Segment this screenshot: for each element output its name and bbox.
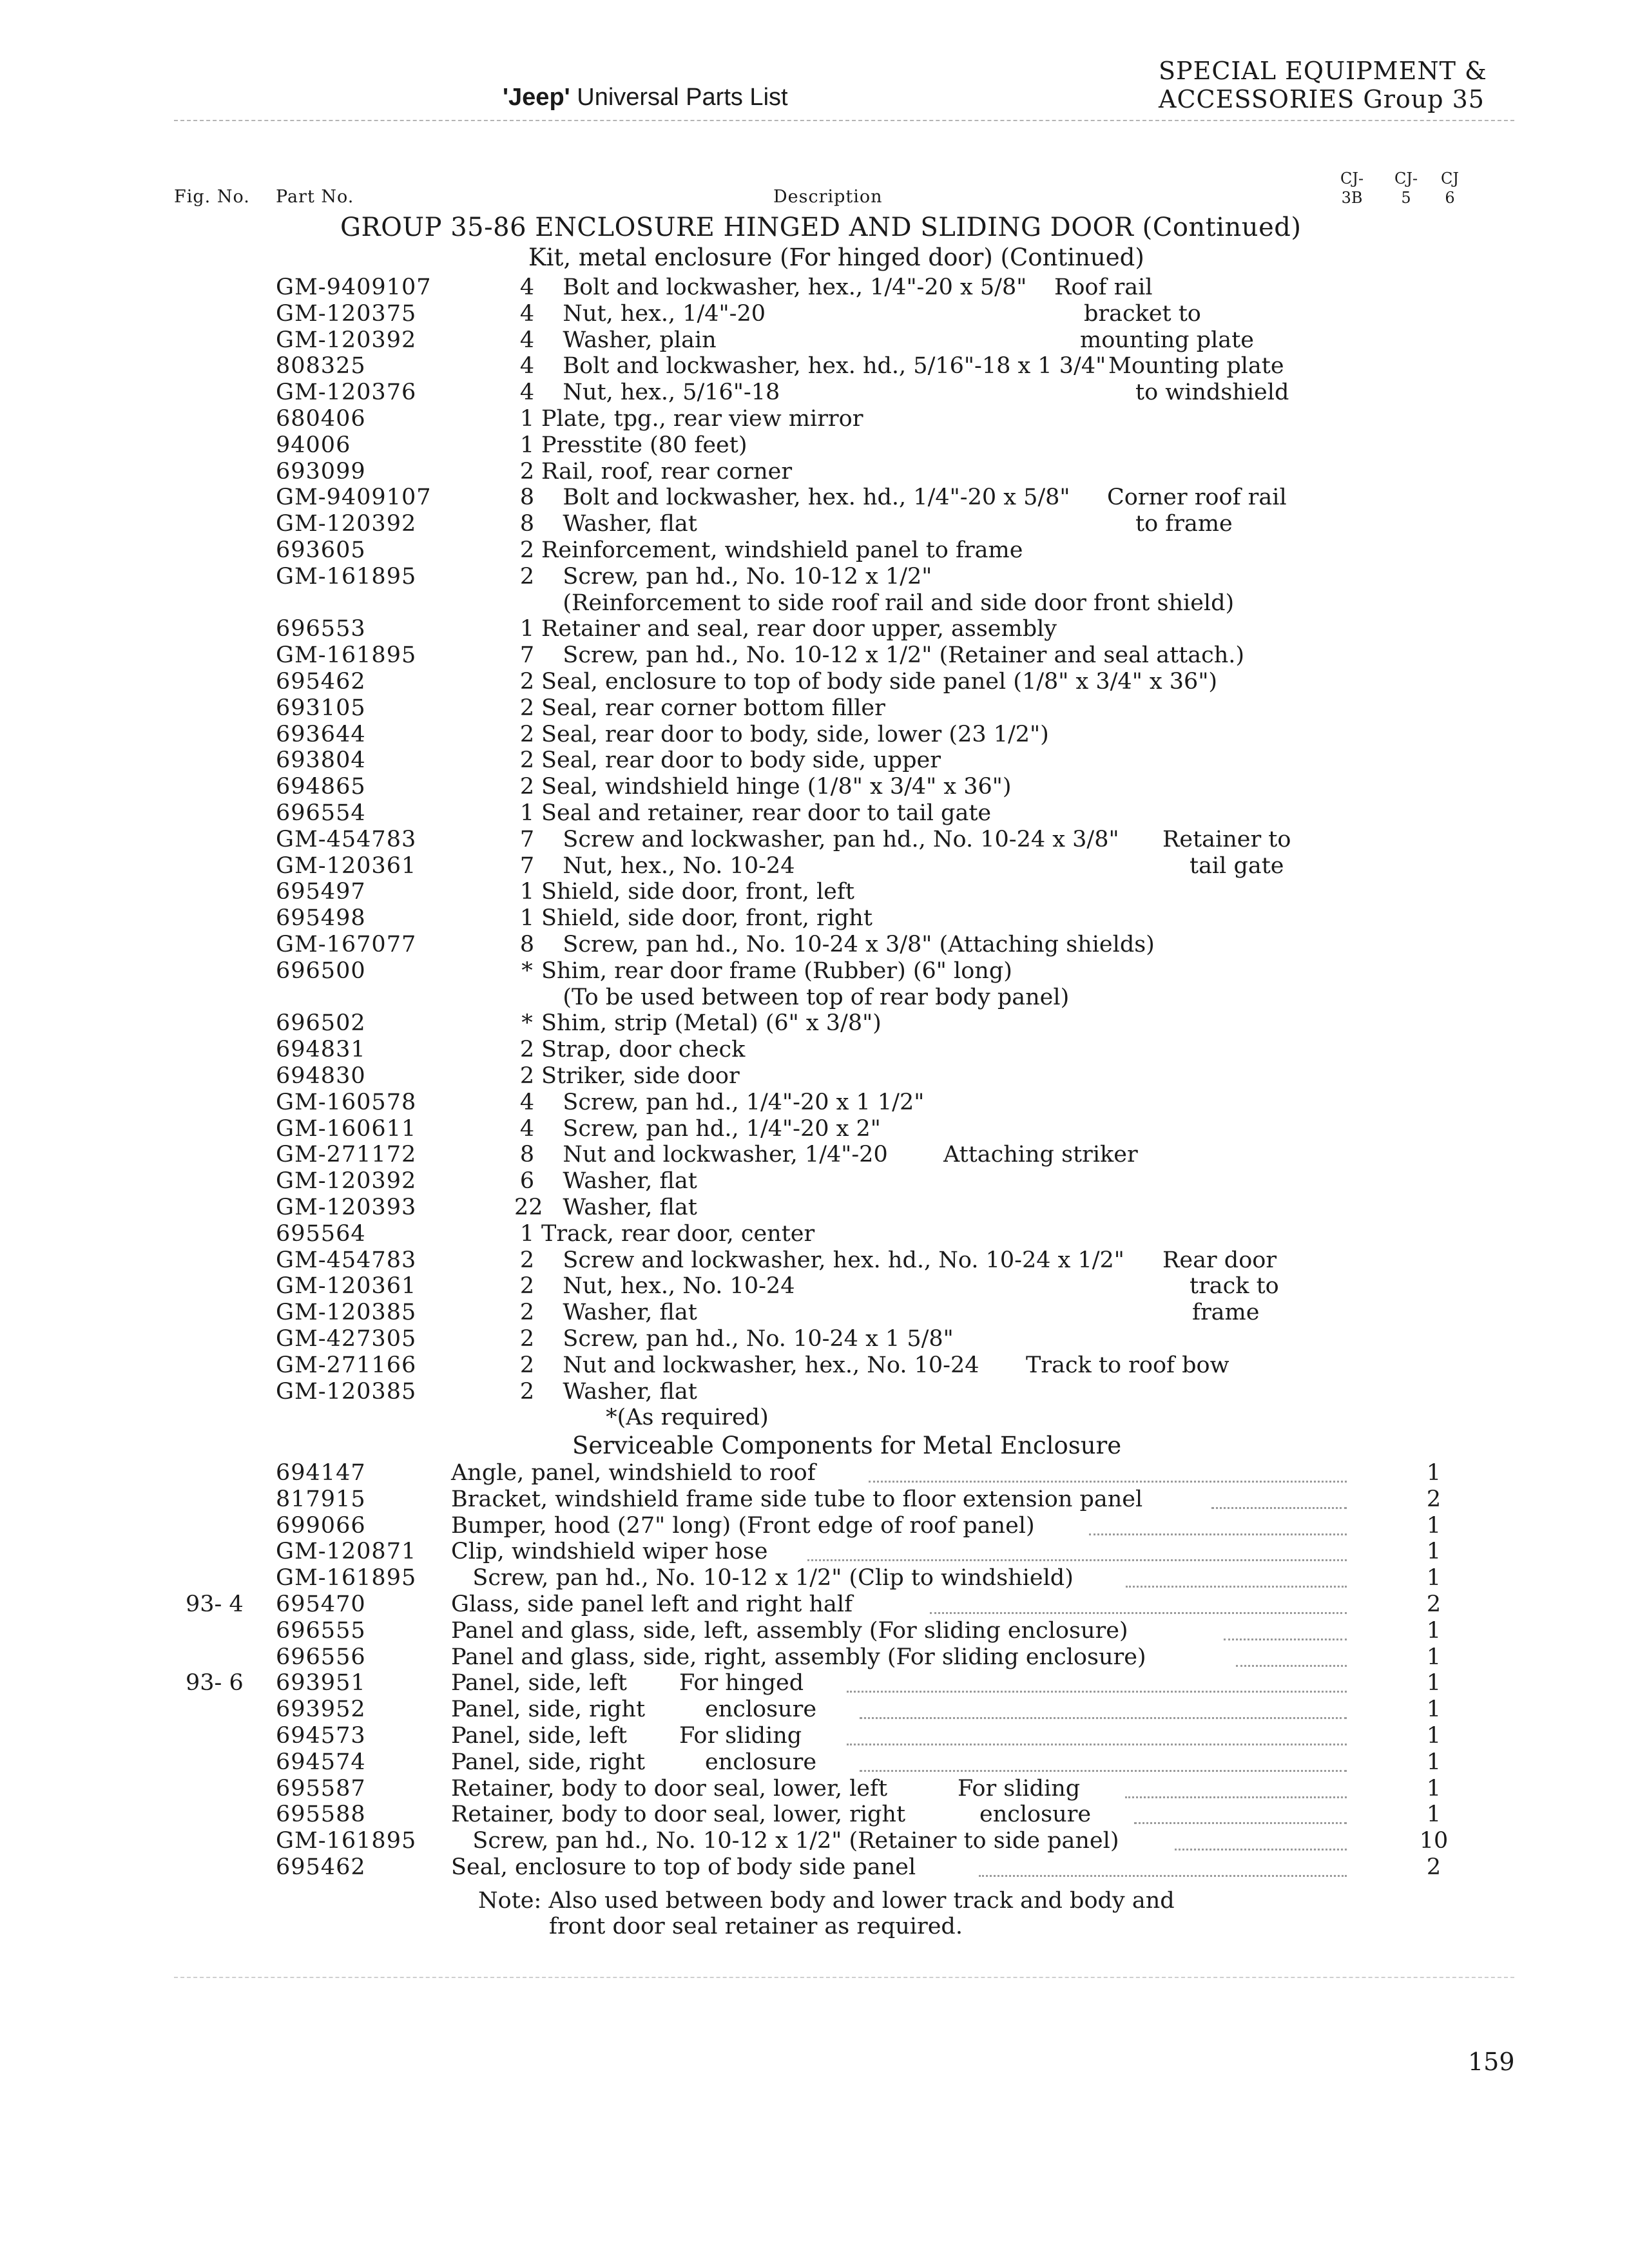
quantity: 2 — [1426, 1854, 1441, 1880]
leader-dots — [847, 1741, 1347, 1745]
description: Shim, strip (Metal) (6" x 3/8") — [541, 1010, 882, 1037]
part-number: GM-120385 — [276, 1300, 417, 1326]
note-line-2: front door seal retainer as required. — [549, 1914, 963, 1939]
part-number: 696553 — [276, 616, 366, 642]
part-number: 696502 — [276, 1010, 366, 1037]
part-number: 808325 — [276, 353, 366, 380]
leader-dots — [1089, 1531, 1347, 1535]
kit-title: Kit, metal enclosure (For hinged door) (Continued) — [528, 244, 1144, 271]
quantity: 1 — [1426, 1565, 1441, 1591]
quantity: 2 — [519, 1063, 535, 1089]
description: Striker, side door — [541, 1063, 740, 1089]
description: Bracket, windshield frame side tube to floor extension panel — [451, 1486, 1143, 1512]
part-number: 696556 — [276, 1644, 366, 1670]
description: Panel, side, right — [451, 1749, 646, 1775]
usage-note: Track to roof bow — [1026, 1352, 1229, 1378]
description: Washer, flat — [541, 1378, 697, 1405]
part-number: 695497 — [276, 879, 366, 905]
description: Strap, door check — [541, 1037, 746, 1063]
description: Screw, pan hd., No. 10-12 x 1/2" (Retainer and seal attach.) — [541, 642, 1245, 669]
part-number: GM-120361 — [276, 852, 417, 879]
part-number: 694830 — [276, 1063, 366, 1089]
part-number: GM-271166 — [276, 1352, 417, 1378]
leader-dots — [860, 1767, 1347, 1772]
description: Nut and lockwasher, hex., No. 10-24 — [541, 1352, 979, 1378]
description: Screw, pan hd., No. 10-24 x 1 5/8" — [541, 1326, 954, 1352]
description: *(As required) — [541, 1405, 769, 1431]
description: Reinforcement, windshield panel to frame — [541, 537, 1023, 563]
quantity: 4 — [519, 353, 535, 380]
group-note: enclosure — [705, 1749, 817, 1775]
quantity: 8 — [519, 932, 535, 957]
quantity: 2 — [519, 1247, 535, 1273]
quantity: 8 — [519, 511, 535, 537]
usage-note: mounting plate — [1080, 327, 1254, 353]
description: Plate, tpg., rear view mirror — [541, 406, 863, 432]
section-header-line-2: ACCESSORIES Group 35 — [1159, 85, 1485, 113]
description: Washer, flat — [541, 511, 697, 537]
group-note: For sliding — [679, 1723, 802, 1749]
description: Panel, side, left — [451, 1670, 627, 1696]
group-note: For hinged — [679, 1670, 804, 1696]
part-number: 693099 — [276, 458, 366, 485]
quantity: 4 — [519, 300, 535, 327]
part-number: 680406 — [276, 406, 366, 432]
part-number: GM-161895 — [276, 563, 417, 590]
part-number: GM-9409107 — [276, 274, 432, 300]
serviceable-title: Serviceable Components for Metal Enclosure — [572, 1432, 1122, 1459]
running-header — [503, 82, 788, 111]
brand-name: 'Jeep' — [503, 84, 570, 111]
part-number: 699066 — [276, 1512, 366, 1539]
quantity: 2 — [519, 669, 535, 695]
part-number: 695564 — [276, 1220, 366, 1247]
part-number: GM-120871 — [276, 1539, 417, 1565]
quantity: 1 — [1426, 1802, 1441, 1828]
part-number: 693644 — [276, 721, 366, 747]
part-number: GM-120392 — [276, 511, 417, 537]
note-line-1: Note: Also used between body and lower track and body and — [478, 1888, 1175, 1914]
part-number: 694147 — [276, 1460, 366, 1486]
column-part-no: Part No. — [276, 187, 354, 207]
description: Panel and glass, side, right, assembly (For sliding enclosure) — [451, 1644, 1146, 1670]
quantity: * — [521, 957, 533, 984]
cj-model: 5 — [1401, 189, 1411, 207]
part-number: 693804 — [276, 747, 366, 774]
quantity: 1 — [519, 406, 535, 432]
header-rule — [174, 120, 1514, 121]
footer-rule — [174, 1977, 1514, 1978]
quantity: 1 — [1426, 1460, 1441, 1486]
description: Screw, pan hd., No. 10-12 x 1/2" (Clip to windshield) — [451, 1565, 1074, 1591]
usage-note: Roof rail — [1054, 274, 1153, 300]
description: Screw, pan hd., 1/4"-20 x 2" — [541, 1115, 881, 1142]
part-number: 695462 — [276, 669, 366, 695]
quantity: 2 — [519, 1273, 535, 1300]
part-number: GM-120392 — [276, 1168, 417, 1195]
description: Screw and lockwasher, hex. hd., No. 10-24 x 1/2" — [541, 1247, 1124, 1273]
part-number: GM-454783 — [276, 1247, 417, 1273]
cj-label: CJ — [1441, 169, 1459, 187]
usage-note: track to — [1190, 1273, 1279, 1300]
usage-note: Retainer to — [1162, 826, 1291, 852]
description: Washer, plain — [541, 327, 717, 353]
column-fig-no: Fig. No. — [174, 187, 250, 207]
part-number: GM-120392 — [276, 327, 417, 353]
part-number: GM-120393 — [276, 1195, 417, 1220]
leader-dots — [1224, 1636, 1347, 1640]
column-cj-5 — [1394, 169, 1418, 207]
leader-dots — [1126, 1583, 1347, 1588]
quantity: 6 — [519, 1168, 535, 1195]
quantity: 1 — [519, 800, 535, 826]
quantity: 1 — [1426, 1644, 1441, 1670]
description: Washer, flat — [541, 1168, 697, 1195]
quantity: 7 — [519, 826, 535, 852]
part-number: 695462 — [276, 1854, 366, 1880]
description: Shim, rear door frame (Rubber) (6" long) — [541, 957, 1012, 984]
quantity: 1 — [519, 432, 535, 458]
cj-model: 3B — [1341, 189, 1363, 207]
description: Nut, hex., 1/4"-20 — [541, 300, 766, 327]
description: Shield, side door, front, right — [541, 905, 872, 932]
usage-note: to windshield — [1135, 380, 1289, 406]
description: Shield, side door, front, left — [541, 879, 854, 905]
quantity: 7 — [519, 642, 535, 669]
cj-label: CJ- — [1340, 169, 1364, 187]
description: Seal and retainer, rear door to tail gate — [541, 800, 992, 826]
description: Panel, side, left — [451, 1723, 627, 1749]
quantity: 2 — [519, 1352, 535, 1378]
part-number: 695587 — [276, 1775, 366, 1802]
quantity: 2 — [519, 1037, 535, 1063]
part-number: GM-120376 — [276, 380, 417, 406]
part-number: GM-161895 — [276, 642, 417, 669]
group-title: GROUP 35-86 ENCLOSURE HINGED AND SLIDING DOOR (Continued) — [340, 213, 1302, 242]
part-number: GM-9409107 — [276, 485, 432, 511]
quantity: 4 — [519, 274, 535, 300]
quantity: 2 — [519, 721, 535, 747]
description: Bolt and lockwasher, hex. hd., 1/4"-20 x 5/8" — [541, 485, 1070, 511]
column-cj-3b — [1340, 169, 1364, 207]
description: Retainer, body to door seal, lower, right — [451, 1802, 906, 1828]
quantity: 2 — [1426, 1486, 1441, 1512]
leader-dots — [1236, 1662, 1347, 1667]
figure-number: 93- 4 — [186, 1591, 244, 1617]
part-number: 693952 — [276, 1696, 366, 1723]
description: Screw, pan hd., 1/4"-20 x 1 1/2" — [541, 1089, 925, 1115]
usage-note: to frame — [1135, 511, 1233, 537]
leader-dots — [847, 1688, 1347, 1693]
part-number: 695498 — [276, 905, 366, 932]
quantity: 2 — [519, 695, 535, 721]
leader-dots — [979, 1872, 1347, 1877]
quantity: 1 — [519, 616, 535, 642]
leader-dots — [930, 1610, 1347, 1614]
description: Presstite (80 feet) — [541, 432, 747, 458]
part-number: 693951 — [276, 1670, 366, 1696]
part-number: 94006 — [276, 432, 351, 458]
description: Nut, hex., No. 10-24 — [541, 852, 795, 879]
description: Nut and lockwasher, 1/4"-20 — [541, 1142, 888, 1168]
description: Seal, rear door to body, side, lower (23 1/2") — [541, 721, 1049, 747]
description: Bumper, hood (27" long) (Front edge of roof panel) — [451, 1512, 1035, 1539]
usage-note: bracket to — [1084, 300, 1201, 327]
description: Nut, hex., No. 10-24 — [541, 1273, 795, 1300]
usage-note: Attaching striker — [943, 1142, 1138, 1168]
part-number: 694865 — [276, 774, 366, 800]
column-cj-6 — [1441, 169, 1459, 207]
part-number: 694574 — [276, 1749, 366, 1775]
section-header-line-1: SPECIAL EQUIPMENT & — [1159, 57, 1487, 85]
section-header — [1159, 57, 1487, 113]
quantity: 1 — [1426, 1512, 1441, 1539]
part-number: 696554 — [276, 800, 366, 826]
description: Track, rear door, center — [541, 1220, 815, 1247]
description: Screw, pan hd., No. 10-12 x 1/2" — [541, 563, 932, 590]
part-number: GM-271172 — [276, 1142, 417, 1168]
description: Glass, side panel left and right half — [451, 1591, 853, 1617]
part-number: GM-160578 — [276, 1089, 417, 1115]
cj-model: 6 — [1445, 189, 1455, 207]
description: Panel, side, right — [451, 1696, 646, 1723]
figure-number: 93- 6 — [186, 1670, 244, 1696]
description: Panel and glass, side, left, assembly (For sliding enclosure) — [451, 1617, 1128, 1644]
description: Nut, hex., 5/16"-18 — [541, 380, 780, 406]
usage-note: frame — [1192, 1300, 1260, 1326]
part-number: 817915 — [276, 1486, 366, 1512]
group-note: For sliding — [958, 1775, 1081, 1802]
description: Rail, roof, rear corner — [541, 458, 793, 485]
description: Washer, flat — [541, 1195, 697, 1220]
description: Bolt and lockwasher, hex., 1/4"-20 x 5/8" — [541, 274, 1027, 300]
part-number: GM-120361 — [276, 1273, 417, 1300]
part-number: 694831 — [276, 1037, 366, 1063]
usage-note: Mounting plate — [1108, 353, 1284, 380]
quantity: 10 — [1419, 1828, 1449, 1854]
description: Retainer and seal, rear door upper, assembly — [541, 616, 1057, 642]
leader-dots — [1175, 1846, 1347, 1850]
leader-dots — [1211, 1504, 1347, 1509]
usage-note: Rear door — [1162, 1247, 1277, 1273]
part-number: GM-160611 — [276, 1115, 417, 1142]
description: (Reinforcement to side roof rail and side door front shield) — [541, 590, 1235, 616]
description: Seal, enclosure to top of body side panel — [451, 1854, 916, 1880]
group-note: enclosure — [979, 1802, 1092, 1828]
quantity: 2 — [519, 747, 535, 774]
usage-note: Corner roof rail — [1107, 485, 1287, 511]
quantity: 2 — [519, 1378, 535, 1405]
description: Seal, enclosure to top of body side panel (1/8" x 3/4" x 36") — [541, 669, 1218, 695]
part-number: 693105 — [276, 695, 366, 721]
part-number: 694573 — [276, 1723, 366, 1749]
description: (To be used between top of rear body panel) — [541, 984, 1070, 1010]
quantity: 1 — [1426, 1617, 1441, 1644]
quantity: 2 — [1426, 1591, 1441, 1617]
description: Angle, panel, windshield to roof — [451, 1460, 816, 1486]
quantity: 1 — [1426, 1696, 1441, 1723]
quantity: 2 — [519, 1326, 535, 1352]
group-note: enclosure — [705, 1696, 817, 1723]
quantity: 4 — [519, 327, 535, 353]
header-title: Universal Parts List — [570, 84, 788, 111]
description: Seal, windshield hinge (1/8" x 3/4" x 36") — [541, 774, 1012, 800]
quantity: 1 — [1426, 1723, 1441, 1749]
quantity: 2 — [519, 458, 535, 485]
part-number: GM-167077 — [276, 932, 417, 957]
part-number: 696500 — [276, 957, 366, 984]
description: Clip, windshield wiper hose — [451, 1539, 768, 1565]
quantity: 1 — [519, 905, 535, 932]
quantity: 8 — [519, 1142, 535, 1168]
part-number: GM-161895 — [276, 1828, 417, 1854]
usage-note: tail gate — [1190, 852, 1284, 879]
part-number: 696555 — [276, 1617, 366, 1644]
part-number: 695470 — [276, 1591, 366, 1617]
description: Seal, rear corner bottom filler — [541, 695, 885, 721]
description: Bolt and lockwasher, hex. hd., 5/16"-18 x 1 3/4" — [541, 353, 1106, 380]
quantity: 1 — [1426, 1749, 1441, 1775]
quantity: 1 — [1426, 1775, 1441, 1802]
description: Seal, rear door to body side, upper — [541, 747, 941, 774]
part-number: GM-161895 — [276, 1565, 417, 1591]
cj-label: CJ- — [1394, 169, 1418, 187]
description: Retainer, body to door seal, lower, left — [451, 1775, 888, 1802]
quantity: 1 — [519, 879, 535, 905]
quantity: 4 — [519, 1115, 535, 1142]
quantity: 4 — [519, 1089, 535, 1115]
quantity: 2 — [519, 1300, 535, 1326]
part-number: 693605 — [276, 537, 366, 563]
leader-dots — [860, 1715, 1347, 1719]
description: Washer, flat — [541, 1300, 697, 1326]
quantity: 2 — [519, 537, 535, 563]
part-number: GM-120385 — [276, 1378, 417, 1405]
description: Screw, pan hd., No. 10-12 x 1/2" (Retainer to side panel) — [451, 1828, 1119, 1854]
quantity: 2 — [519, 563, 535, 590]
part-number: 695588 — [276, 1802, 366, 1828]
leader-dots — [869, 1478, 1347, 1483]
description: Screw and lockwasher, pan hd., No. 10-24 x 3/8" — [541, 826, 1119, 852]
quantity: 1 — [1426, 1670, 1441, 1696]
quantity: * — [521, 1010, 533, 1037]
part-number: GM-120375 — [276, 300, 417, 327]
quantity: 8 — [519, 485, 535, 511]
page-number: 159 — [1468, 2048, 1515, 2076]
part-number: GM-427305 — [276, 1326, 417, 1352]
quantity: 1 — [1426, 1539, 1441, 1565]
quantity: 7 — [519, 852, 535, 879]
description: Screw, pan hd., No. 10-24 x 3/8" (Attaching shields) — [541, 932, 1155, 957]
leader-dots — [807, 1557, 1347, 1561]
leader-dots — [1134, 1820, 1347, 1824]
leader-dots — [1125, 1794, 1347, 1798]
quantity: 2 — [519, 774, 535, 800]
part-number: GM-454783 — [276, 826, 417, 852]
column-description: Description — [773, 187, 883, 207]
quantity: 22 — [514, 1195, 543, 1220]
quantity: 4 — [519, 380, 535, 406]
quantity: 1 — [519, 1220, 535, 1247]
